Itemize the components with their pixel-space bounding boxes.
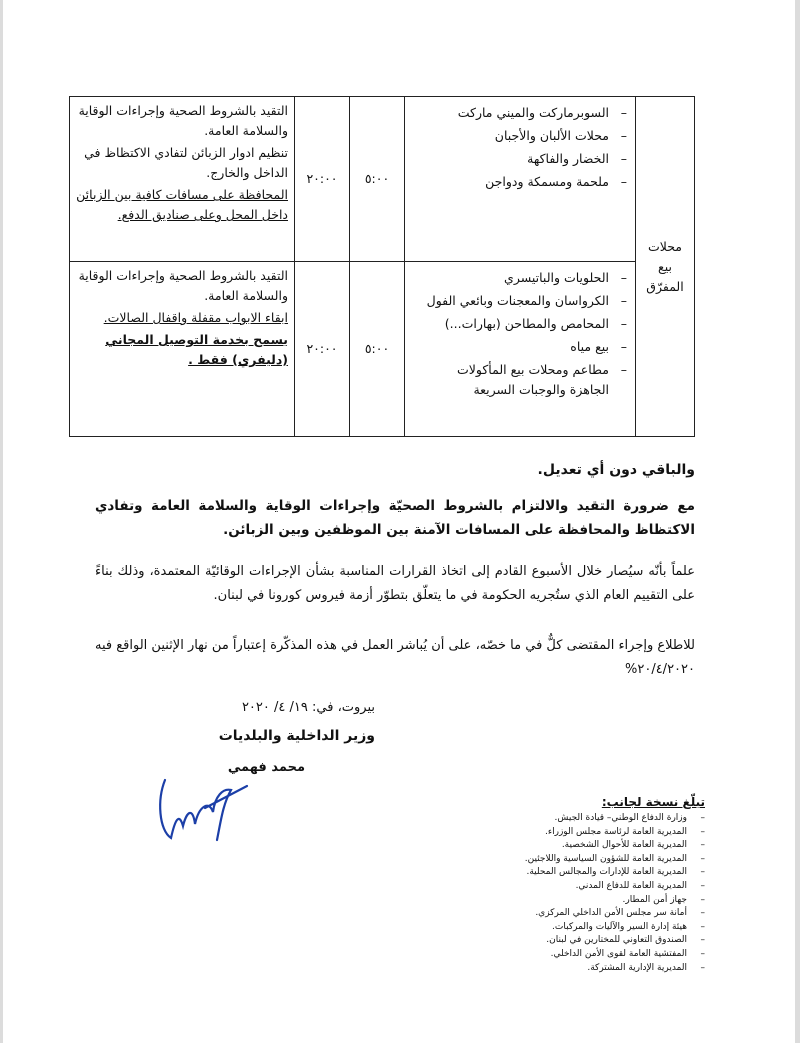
notice-paragraph: علماً بأنّه سيُصار خلال الأسبوع القادم إلى اتخاذ القرارات المناسبة بشأن الإجراءات الوقائيّة المعتمدة، وذلك بناءً على التقييم العام الذي ستُجريه الحكومة في ما يتعلّق بتطوّر أزمة فيروس كورونا في لبنان. — [95, 564, 695, 603]
list-item: – مطاعم ومحلات بيع المأكولات الجاهزة والوجبات السريعة — [415, 360, 627, 400]
list-item: – هيئة إدارة السير والآليات والمركبات. — [405, 921, 705, 935]
distribution-list — [405, 812, 705, 975]
list-item: – الكرواسان والمعجنات وبائعي الفول — [415, 291, 627, 311]
closing-time: ٢٠:٠٠ — [295, 97, 350, 262]
list-item: – المديرية العامة للأحوال الشخصية. — [405, 839, 705, 853]
list-item: – الخضار والفاكهة — [415, 149, 627, 169]
condition-text: يسمح بخدمة التوصيل المجاني (دليفري) فقط . — [105, 332, 288, 367]
list-item: – جهاز أمن المطار. — [405, 894, 705, 908]
list-item: – ملحمة ومسمكة ودواجن — [415, 172, 627, 192]
condition-text: التقيد بالشروط الصحية وإجراءات الوقاية والسلامة العامة. — [78, 103, 288, 138]
list-item: – السوبرماركت والميني ماركت — [415, 103, 627, 123]
list-item: – المديرية الإدارية المشتركة. — [405, 962, 705, 976]
list-item: – المفتشية العامة لقوى الأمن الداخلي. — [405, 948, 705, 962]
category-cell — [636, 97, 695, 437]
list-item: – محلات الألبان والأجبان — [415, 126, 627, 146]
shops-hours-table — [69, 96, 695, 437]
list-item: – الصندوق التعاوني للمختارين في لبنان. — [405, 934, 705, 948]
list-item: – بيع مياه — [415, 337, 627, 357]
category-line: بيع — [658, 258, 672, 274]
minister-name: محمد فهمي — [227, 760, 305, 775]
closing-time: ٢٠:٠٠ — [295, 262, 350, 437]
shop-types-cell — [405, 262, 636, 437]
condition-text: المحافظة على مسافات كافية بين الزبائن داخل المحل وعلى صناديق الدفع. — [76, 187, 288, 222]
table-row — [70, 262, 695, 437]
remaining-unchanged: والباقي دون أي تعديل. — [537, 462, 695, 478]
list-item: – المديرية العامة للشؤون السياسية واللاجئين. — [405, 853, 705, 867]
list-item: – المديرية العامة للإدارات والمجالس المحلية. — [405, 866, 705, 880]
list-item: – المحامص والمطاحن (بهارات...) — [415, 314, 627, 334]
conditions-cell — [70, 262, 295, 437]
condition-text: ابقاء الابواب مقفلة واقفال الصالات. — [103, 310, 288, 325]
minister-title: وزير الداخلية والبلديات — [218, 728, 375, 744]
opening-time: ٥:٠٠ — [350, 262, 405, 437]
table-row — [70, 97, 695, 262]
commitment-paragraph: مع ضرورة التقيد والالتزام بالشروط الصحيّة وإجراءات الوقاية والسلامة العامة وتفادي الاكتظاظ والمحافظة على المسافات الآمنة بين الموظفين وبين الزبائن. — [95, 498, 695, 538]
condition-text: التقيد بالشروط الصحية وإجراءات الوقاية والسلامة العامة. — [78, 268, 288, 303]
opening-time: ٥:٠٠ — [350, 97, 405, 262]
list-item: – المديرية العامة لرئاسة مجلس الوزراء. — [405, 826, 705, 840]
distribution-title: تبلّغ نسخة لجانب: — [601, 795, 705, 809]
condition-text: تنظيم ادوار الزبائن لتفادي الاكتظاظ في الداخل والخارج. — [84, 145, 288, 180]
handwritten-signature-icon — [153, 760, 263, 850]
list-item: – الحلويات والباتيسري — [415, 268, 627, 288]
conditions-cell — [70, 97, 295, 262]
list-item: – أمانة سر مجلس الأمن الداخلي المركزي. — [405, 907, 705, 921]
category-line: محلات — [648, 238, 682, 254]
list-item: – وزارة الدفاع الوطني– قيادة الجيش. — [405, 812, 705, 826]
list-item: – المديرية العامة للدفاع المدني. — [405, 880, 705, 894]
document-page — [3, 0, 795, 1043]
place-date: بيروت، في: ١٩/ ٤/ ٢٠٢٠ — [241, 700, 375, 715]
category-line: المفرّق — [646, 278, 684, 294]
instruction-paragraph: للاطلاع وإجراء المقتضى كلٌّ في ما خصّه، على أن يُباشر العمل في هذه المذكّرة إعتباراً من نهار الإثنين الواقع فيه ٢٠/٤/٢٠٢٠% — [95, 638, 695, 677]
shop-types-cell — [405, 97, 636, 262]
